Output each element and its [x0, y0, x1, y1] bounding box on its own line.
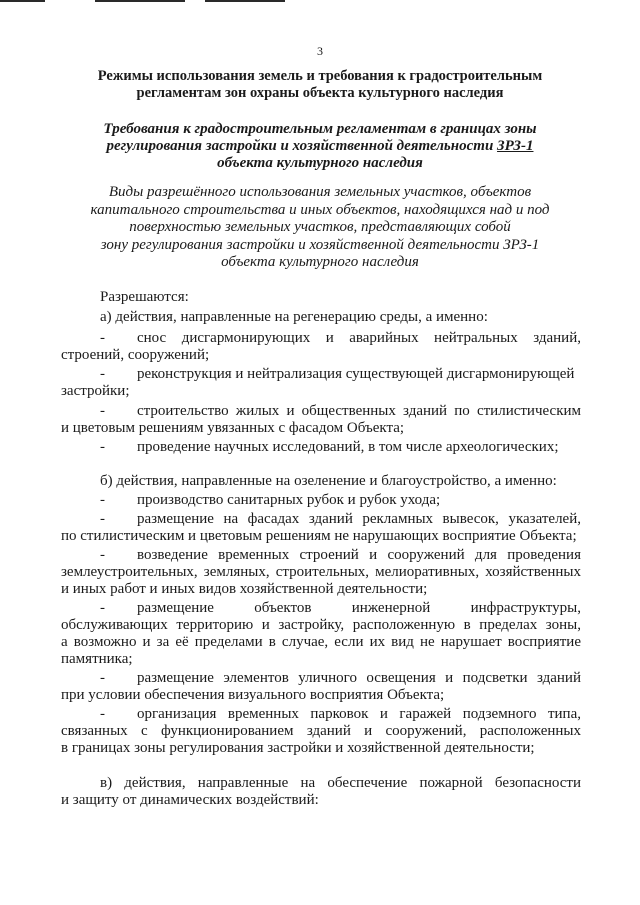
section-c-title-text: в) действия, направленные на обеспечение пожарной безопасности: [100, 775, 581, 791]
permitted-use-line: капитального строительства и иных объектов, находящихся над и под: [90, 201, 550, 218]
section-a-title: а) действия, направленные на регенерацию среды, а именно:: [100, 309, 488, 325]
list-dash: -: [100, 600, 105, 616]
list-dash: -: [100, 511, 105, 527]
permitted-use-heading: [60, 184, 580, 272]
list-item-line: производство санитарных рубок и рубок ухода;: [137, 492, 441, 508]
list-item-text: связанных с функционированием зданий и сооружений, расположенных: [61, 723, 581, 739]
list-item-text: размещение объектов инженерной инфраструктуры,: [137, 600, 581, 616]
list-item-line: в границах зоны регулирования застройки и хозяйственной деятельности;: [61, 740, 535, 756]
list-item-line: [137, 547, 581, 564]
list-item-line: по стилистическим и цветовым решениям не нарушающих восприятие Объекта;: [61, 528, 577, 544]
list-dash: -: [100, 439, 105, 455]
list-dash: -: [100, 330, 105, 346]
list-item-text: размещение на фасадах зданий рекламных вывесок, указателей,: [137, 511, 581, 527]
list-item-line: [61, 617, 581, 634]
list-item-line: [137, 670, 581, 687]
list-item-line: памятника;: [61, 651, 133, 667]
list-item-line: [61, 723, 581, 740]
list-item-text: землеустроительных, земляных, строительных, мелиоративных, хозяйственных: [61, 564, 581, 580]
document-heading: [60, 68, 580, 102]
list-item-line: [61, 634, 581, 651]
scan-edge-line: [205, 0, 285, 2]
list-item-text: обслуживающих территорию и застройку, расположенную в пределах зоны,: [61, 617, 581, 633]
permitted-use-line: зону регулирования застройки и хозяйственной деятельности ЗРЗ-1: [100, 236, 540, 253]
list-item-line: [137, 706, 581, 723]
heading-line: Режимы использования земель и требования к градостроительным: [97, 68, 543, 84]
permitted-use-line: Виды разрешённого использования земельных участков, объектов: [108, 184, 532, 200]
zone-requirements-heading: [60, 121, 580, 172]
permitted-use-line: поверхностью земельных участков, представляющих собой: [129, 219, 511, 235]
list-item-line: строений, сооружений;: [61, 347, 210, 363]
section-c-title-line: и защиту от динамических воздействий:: [61, 792, 319, 808]
scan-edge-line: [95, 0, 185, 2]
list-dash: -: [100, 706, 105, 722]
list-dash: -: [100, 670, 105, 686]
list-item-text: а возможно и за её пределами в случае, если их вид не нарушает восприятие: [61, 634, 581, 650]
subheading-line: Требования к градостроительным регламентам в границах зоны: [103, 121, 537, 137]
list-item-line: застройки;: [61, 383, 130, 399]
list-dash: -: [100, 547, 105, 563]
subheading-text: регулирования застройки и хозяйственной деятельности: [106, 138, 498, 154]
list-item-line: [137, 511, 581, 528]
page-number: 3: [317, 44, 323, 58]
subheading-line: объекта культурного наследия: [217, 155, 423, 171]
list-item-line: проведение научных исследований, в том числе археологических;: [137, 439, 559, 455]
list-item-text: возведение временных строений и сооружений для проведения: [137, 547, 581, 563]
list-item-line: [137, 403, 581, 420]
heading-line: регламентам зон охраны объекта культурного наследия: [136, 85, 504, 101]
list-dash: -: [100, 366, 105, 382]
list-item-line: и иных работ и иных видов хозяйственной деятельности;: [61, 581, 428, 597]
list-item-text: размещение элементов уличного освещения и подсветки зданий: [137, 670, 581, 686]
list-item-line: [137, 330, 581, 347]
list-item-text: строительство жилых и общественных зданий по стилистическим: [137, 403, 581, 419]
list-item-line: [61, 564, 581, 581]
list-dash: -: [100, 492, 105, 508]
permitted-use-line: объекта культурного наследия: [221, 254, 419, 270]
section-c-title: [100, 775, 581, 792]
zone-code: ЗРЗ-1: [497, 138, 534, 154]
list-item-line: и цветовым решениям увязанных с фасадом Объекта;: [61, 420, 405, 436]
list-item-line: [137, 600, 581, 617]
section-b-title: б) действия, направленные на озеленение и благоустройство, а именно:: [100, 473, 557, 489]
list-item-text: снос дисгармонирующих и аварийных нейтральных зданий,: [137, 330, 581, 346]
list-item-line: реконструкция и нейтрализация существующей дисгармонирующей: [137, 366, 575, 382]
scan-edge-line: [0, 0, 45, 2]
list-item-text: организация временных парковок и гаражей подземного типа,: [137, 706, 581, 722]
subheading-line: [60, 138, 580, 155]
list-dash: -: [100, 403, 105, 419]
allowed-label: Разрешаются:: [100, 289, 189, 305]
list-item-line: при условии обеспечения визуального восприятия Объекта;: [61, 687, 445, 703]
